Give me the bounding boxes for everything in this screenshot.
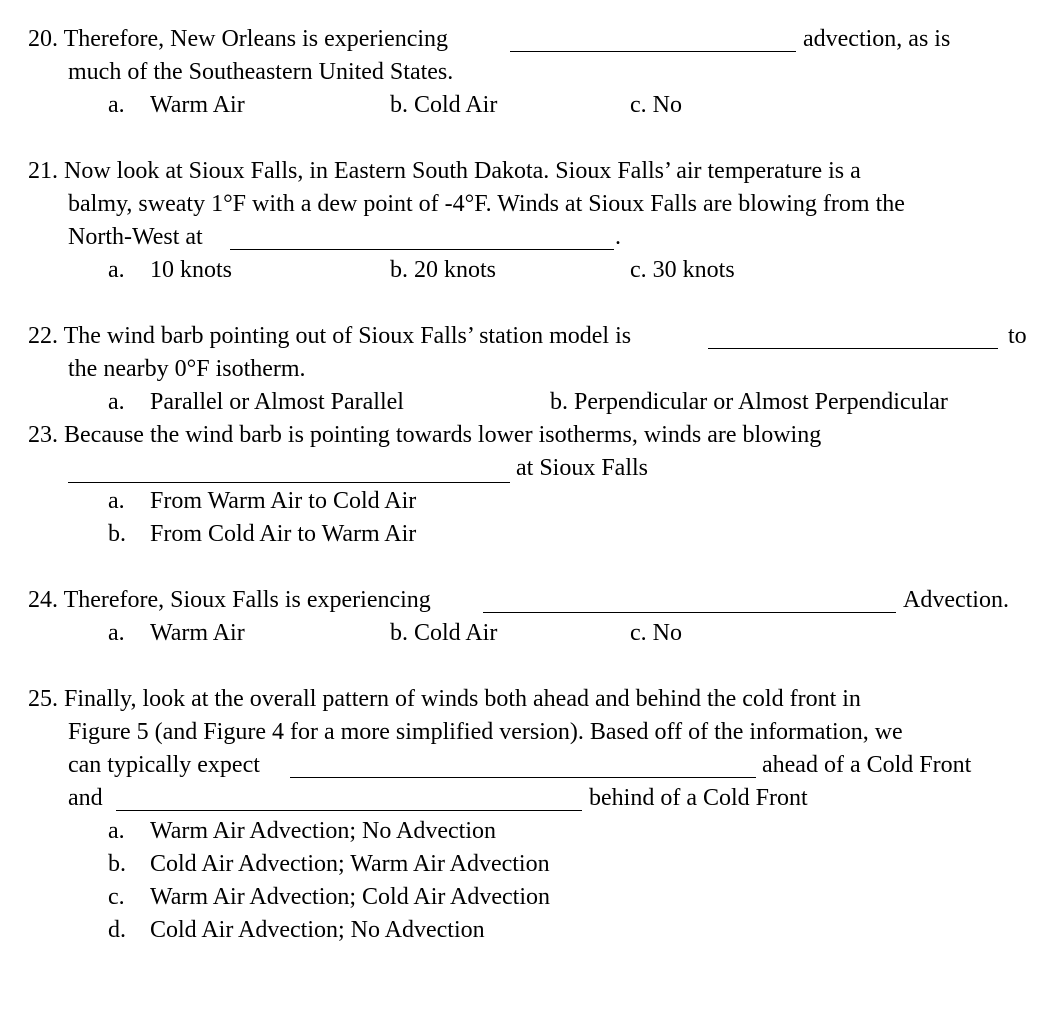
q23-option-a-letter: a. [108, 488, 125, 514]
q25-line2: Figure 5 (and Figure 4 for a more simplified version). Based off of the information, we [68, 719, 903, 745]
q23-line2-end: at Sioux Falls [516, 455, 649, 481]
q23-option-b-letter: b. [108, 521, 126, 547]
q25-option-c: Warm Air Advection; Cold Air Advection [150, 884, 551, 910]
q25-answer-blank-behind[interactable] [116, 810, 582, 811]
q21-line3-start: North-West at [68, 224, 203, 250]
q24-option-a: Warm Air [150, 620, 245, 646]
q22-line1-end: to [1008, 323, 1027, 349]
q21-line2: balmy, sweaty 1°F with a dew point of -4°F. Winds at Sioux Falls are blowing from the [68, 191, 905, 217]
q20-option-b: b. Cold Air [390, 92, 498, 118]
q25-option-b: Cold Air Advection; Warm Air Advection [150, 851, 550, 877]
q20-line1-end: advection, as is [803, 26, 951, 52]
q20-answer-blank[interactable] [510, 51, 796, 52]
q25-line4-end: behind of a Cold Front [589, 785, 808, 811]
q25-option-a-letter: a. [108, 818, 125, 844]
q21-answer-blank[interactable] [230, 249, 614, 250]
q20-line1-start: 20. Therefore, New Orleans is experiencing [28, 26, 449, 52]
q22-answer-blank[interactable] [708, 348, 998, 349]
q21-option-c: c. 30 knots [630, 257, 735, 283]
q25-answer-blank-ahead[interactable] [290, 777, 756, 778]
q25-option-d: Cold Air Advection; No Advection [150, 917, 485, 943]
q22-option-b: b. Perpendicular or Almost Perpendicular [550, 389, 948, 415]
q25-option-b-letter: b. [108, 851, 126, 877]
q25-option-a: Warm Air Advection; No Advection [150, 818, 497, 844]
q25-option-c-letter: c. [108, 884, 125, 910]
q24-line1-end: Advection. [903, 587, 1009, 613]
q23-option-b: From Cold Air to Warm Air [150, 521, 417, 547]
q22-line2: the nearby 0°F isotherm. [68, 356, 306, 382]
q25-line4-start: and [68, 785, 103, 811]
q25-line3-start: can typically expect [68, 752, 260, 778]
q24-option-b: b. Cold Air [390, 620, 498, 646]
q25-option-d-letter: d. [108, 917, 126, 943]
q21-line3-end: . [615, 224, 621, 250]
q21-option-b: b. 20 knots [390, 257, 497, 283]
q23-line1: 23. Because the wind barb is pointing towards lower isotherms, winds are blowing [28, 422, 822, 448]
q20-option-a: Warm Air [150, 92, 245, 118]
q23-option-a: From Warm Air to Cold Air [150, 488, 417, 514]
q20-option-a-letter: a. [108, 92, 125, 118]
q24-option-a-letter: a. [108, 620, 125, 646]
q22-option-a-letter: a. [108, 389, 125, 415]
q24-option-c: c. No [630, 620, 682, 646]
q24-answer-blank[interactable] [483, 612, 896, 613]
q22-option-a: Parallel or Almost Parallel [150, 389, 404, 415]
q23-answer-blank[interactable] [68, 482, 510, 483]
q21-option-a-letter: a. [108, 257, 125, 283]
q20-option-c: c. No [630, 92, 682, 118]
q22-line1-start: 22. The wind barb pointing out of Sioux Falls’ station model is [28, 323, 632, 349]
q21-line1: 21. Now look at Sioux Falls, in Eastern South Dakota. Sioux Falls’ air temperature is a [28, 158, 861, 184]
q20-line2: much of the Southeastern United States. [68, 59, 454, 85]
q24-line1-start: 24. Therefore, Sioux Falls is experiencing [28, 587, 431, 613]
q21-option-a: 10 knots [150, 257, 233, 283]
q25-line1: 25. Finally, look at the overall pattern of winds both ahead and behind the cold front in [28, 686, 861, 712]
q25-line3-end: ahead of a Cold Front [762, 752, 972, 778]
